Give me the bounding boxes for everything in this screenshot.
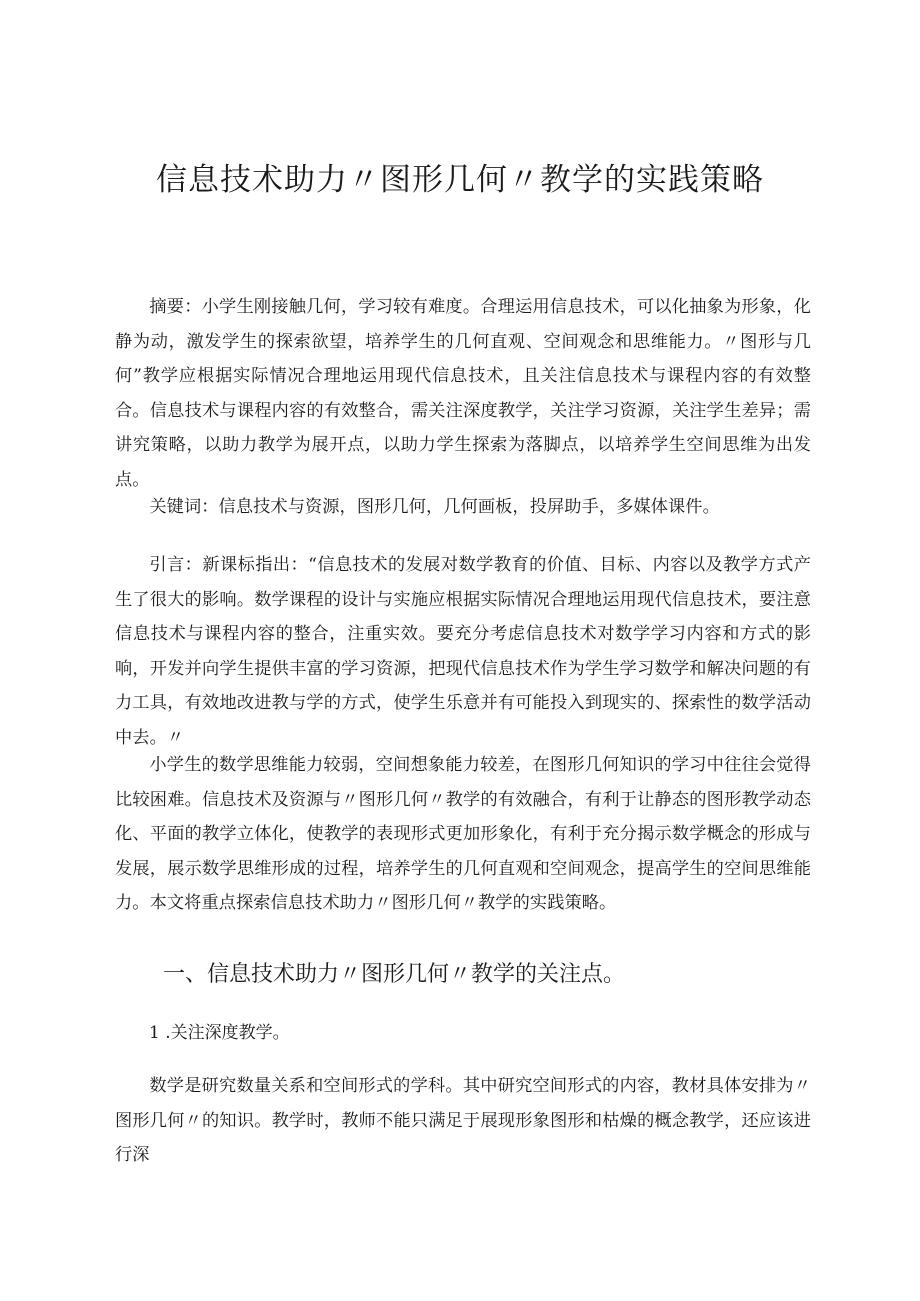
section-heading: 一、信息技术助力〃图形几何〃教学的关注点。	[163, 962, 626, 987]
document-title: 信息技术助力〃图形几何〃教学的实践策略	[156, 162, 764, 198]
subsection-heading: 1 .关注深度教学。	[149, 1023, 290, 1043]
introduction-paragraph: 引言：新课标指出：“信息技术的发展对数学教育的价值、目标、内容以及教学方式产生了很大的影响。数学课程的设计与实施应根据实际情况合理地运用现代信息技术，要注意信息技术与课程内容的整合，注重实效。要充分考虑信息技术对数学学习内容和方式的影响，开发并向学生提供丰富的学习资源，把现代信息技术作为学生学习数学和解决问题的有力工具，有效地改进教与学的方式，使学生乐意并有可能投入到现实的、探索性的数学活动中去。〃	[115, 555, 811, 748]
abstract-paragraph: 摘要：小学生刚接触几何，学习较有难度。合理运用信息技术，可以化抽象为形象，化静为动，激发学生的探索欲望，培养学生的几何直观、空间观念和思维能力。〃图形与几何”教学应根据实际情况合理地运用现代信息技术，且关注信息技术与课程内容的有效整合。信息技术与课程内容的有效整合，需关注深度教学，关注学习资源，关注学生差异；需讲究策略，以助力教学为展开点，以助力学生探索为落脚点，以培养学生空间思维为出发点。	[115, 297, 811, 490]
keywords-paragraph: 关键词：信息技术与资源，图形几何，几何画板，投屏助手，多媒体课件。	[149, 497, 720, 517]
body-paragraph-1: 小学生的数学思维能力较弱，空间想象能力较差，在图形几何知识的学习中往往会觉得比较困难。信息技术及资源与〃图形几何〃教学的有效融合，有利于让静态的图形教学动态化、平面的教学立体化，使教学的表现形式更加形象化，有利于充分揭示数学概念的形成与发展，展示数学思维形成的过程，培养学生的几何直观和空间观念，提高学生的空间思维能力。本文将重点探索信息技术助力〃图形几何〃教学的实践策略。	[115, 755, 811, 913]
body-paragraph-2: 数学是研究数量关系和空间形式的学科。其中研究空间形式的内容，教材具体安排为〃图形几何〃的知识。教学时，教师不能只满足于展现形象图形和枯燥的概念教学，还应该进行深	[115, 1076, 811, 1165]
